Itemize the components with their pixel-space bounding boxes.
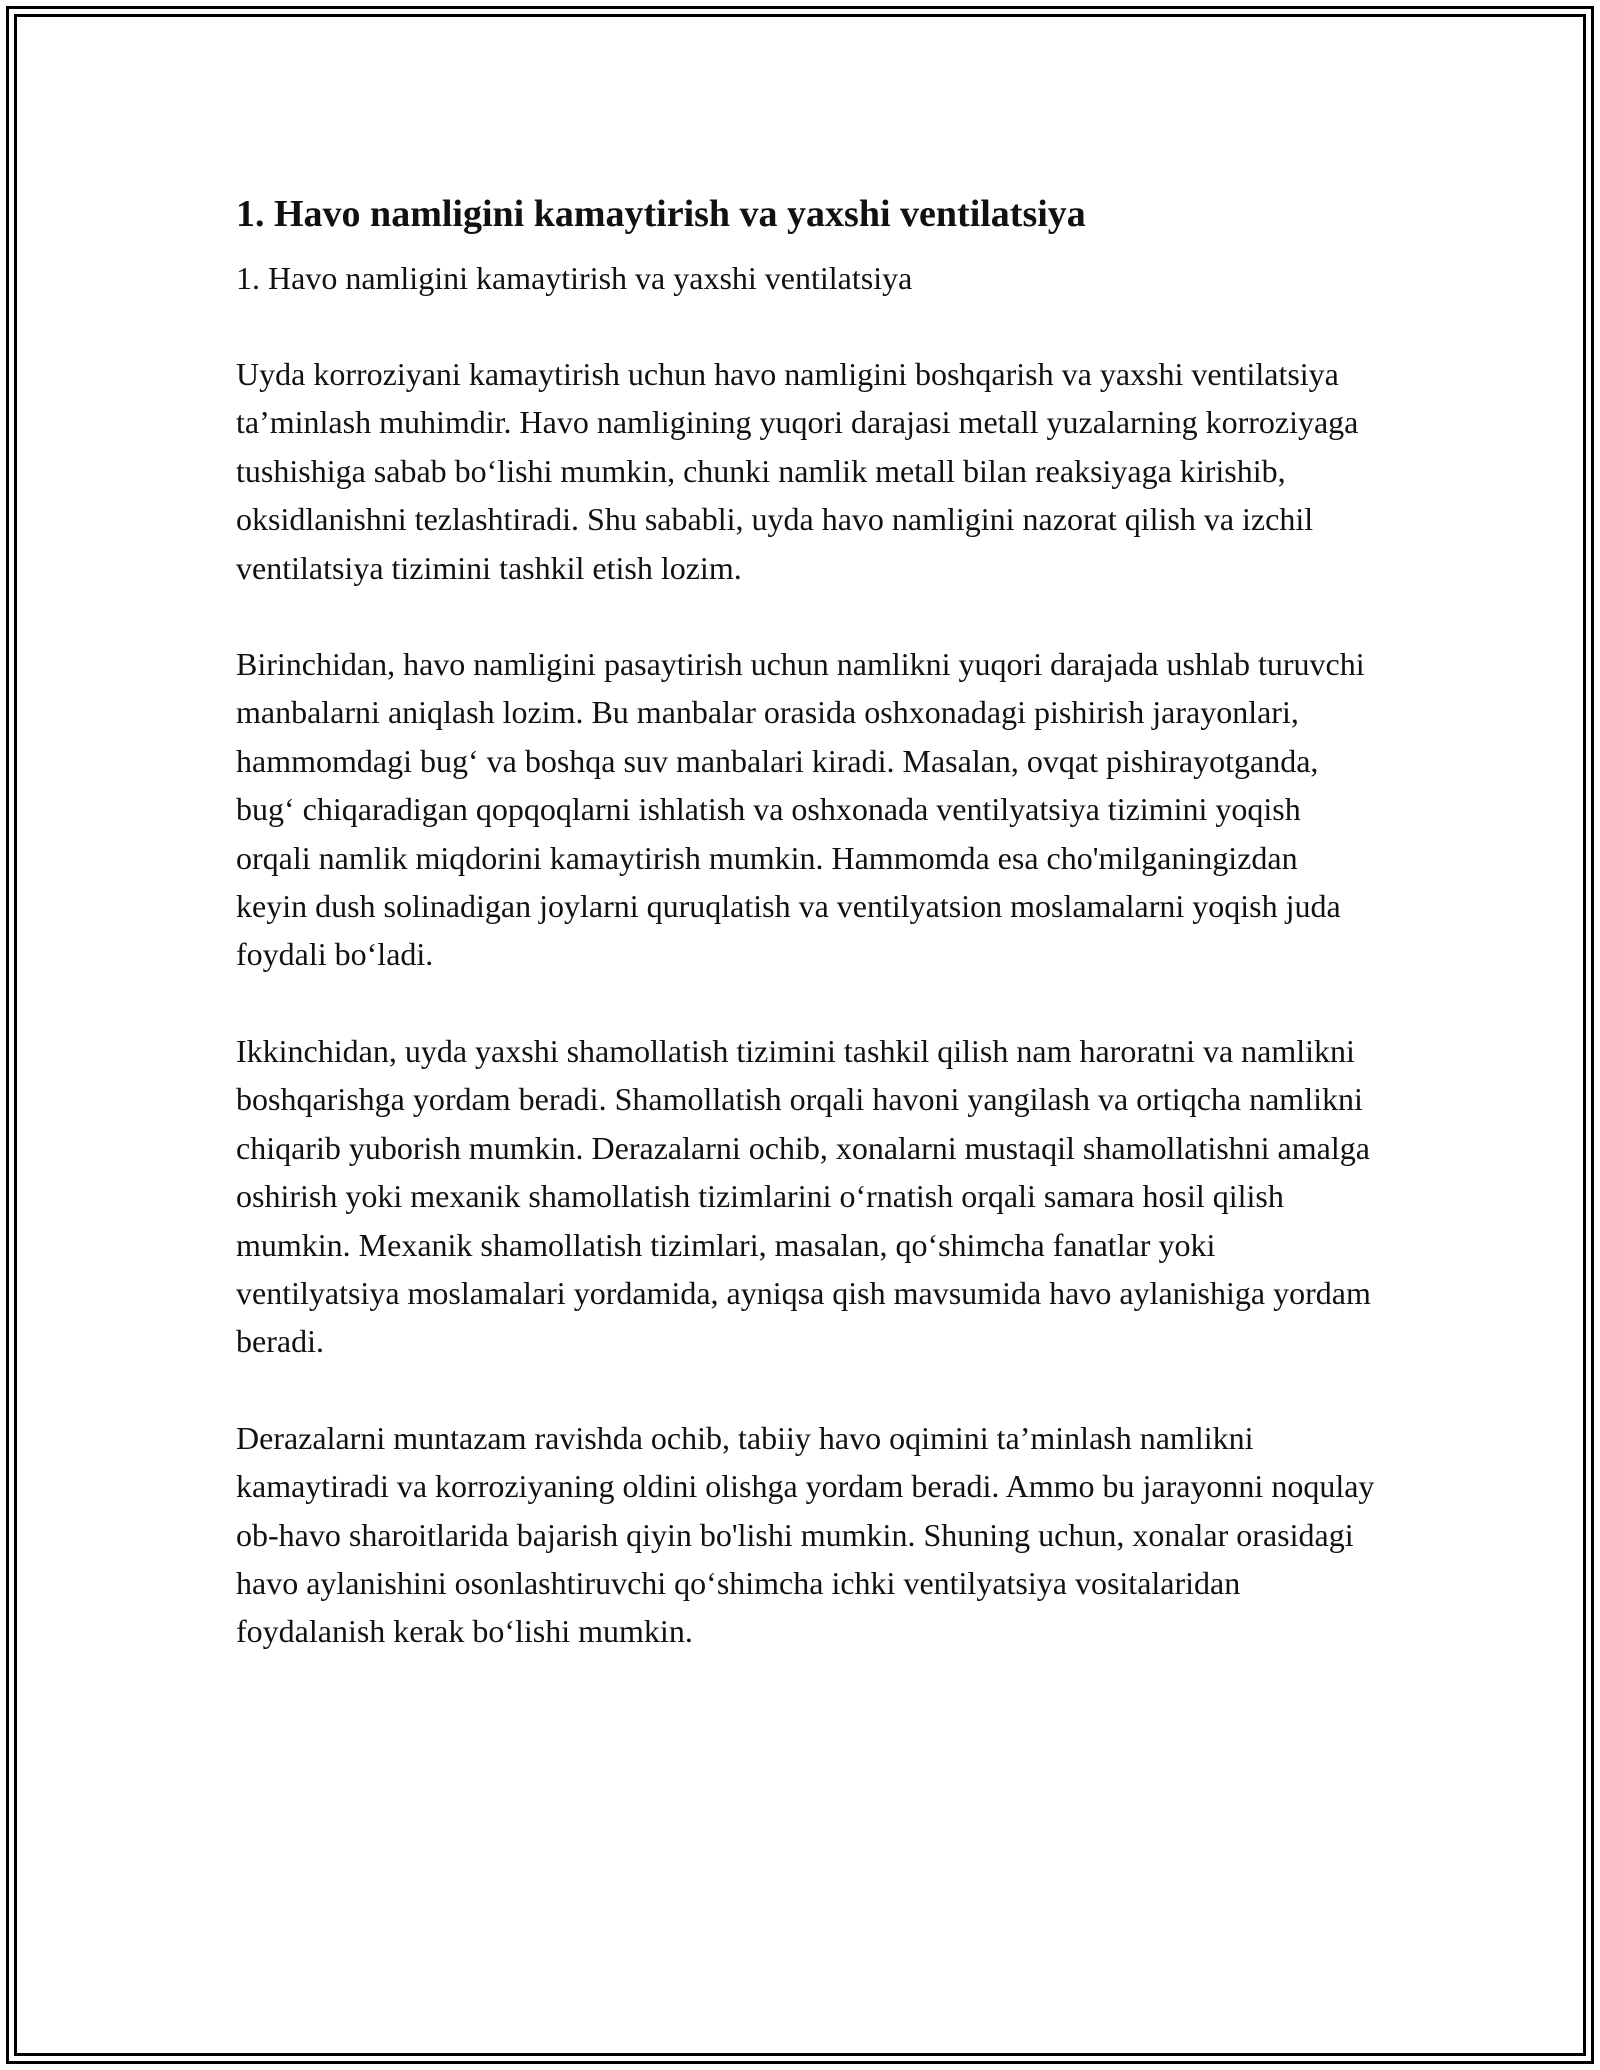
document-heading: 1. Havo namligini kamaytirish va yaxshi ventilatsiya (236, 193, 1086, 235)
document-body (236, 186, 1376, 1656)
document-subtitle: 1. Havo namligini kamaytirish va yaxshi ventilatsiya (236, 260, 913, 296)
paragraph-1: Uyda korroziyani kamaytirish uchun havo namligini boshqarish va yaxshi ventilatsiya ta’minlash muhimdir. Havo namligining yuqori darajasi metall yuzalarning korroziyaga tushishiga sabab bo‘lishi mumkin, chunki namlik metall bilan reaksiyaga kirishib, oksidlanishni tezlashtiradi. Shu sababli, uyda havo namligini nazorat qilish va izchil ventilatsiya tizimini tashkil etish lozim. (236, 356, 1359, 586)
paragraph-4: Derazalarni muntazam ravishda ochib, tabiiy havo oqimini ta’minlash namlikni kamaytiradi va korroziyaning oldini olishga yordam beradi. Ammo bu jarayonni noqulay ob-havo sharoitlarida bajarish qiyin bo'lishi mumkin. Shuning uchun, xonalar orasidagi havo aylanishini osonlashtiruvchi qo‘shimcha ichki ventilyatsiya vositalaridan foydalanish kerak bo‘lishi mumkin. (236, 1419, 1375, 1650)
paragraph-3: Ikkinchidan, uyda yaxshi shamollatish tizimini tashkil qilish nam haroratni va namlikni boshqarishga yordam beradi. Shamollatish orqali havoni yangilash va ortiqcha namlikni chiqarib yuborish mumkin. Derazalarni ochib, xonalarni mustaqil shamollatishni amalga oshirish yoki mexanik shamollatish tizimlarini o‘rnatish orqali samara hosil qilish mumkin. Mexanik shamollatish tizimlari, masalan, qo‘shimcha fanatlar yoki ventilyatsiya moslamalari yordamida, ayniqsa qish mavsumida havo aylanishiga yordam beradi. (236, 1032, 1371, 1360)
paragraph-2: Birinchidan, havo namligini pasaytirish uchun namlikni yuqori darajada ushlab turuvchi manbalarni aniqlash lozim. Bu manbalar orasida oshxonadagi pishirish jarayonlari, hammomdagi bug‘ va boshqa suv manbalari kiradi. Masalan, ovqat pishirayotganda, bug‘ chiqaradigan qopqoqlarni ishlatish va oshxonada ventilyatsiya tizimini yoqish orqali namlik miqdorini kamaytirish mumkin. Hammomda esa cho'milganingizdan keyin dush solinadigan joylarni quruqlatish va ventilyatsion moslamalarni yoqish juda foydali bo‘ladi. (236, 646, 1365, 973)
